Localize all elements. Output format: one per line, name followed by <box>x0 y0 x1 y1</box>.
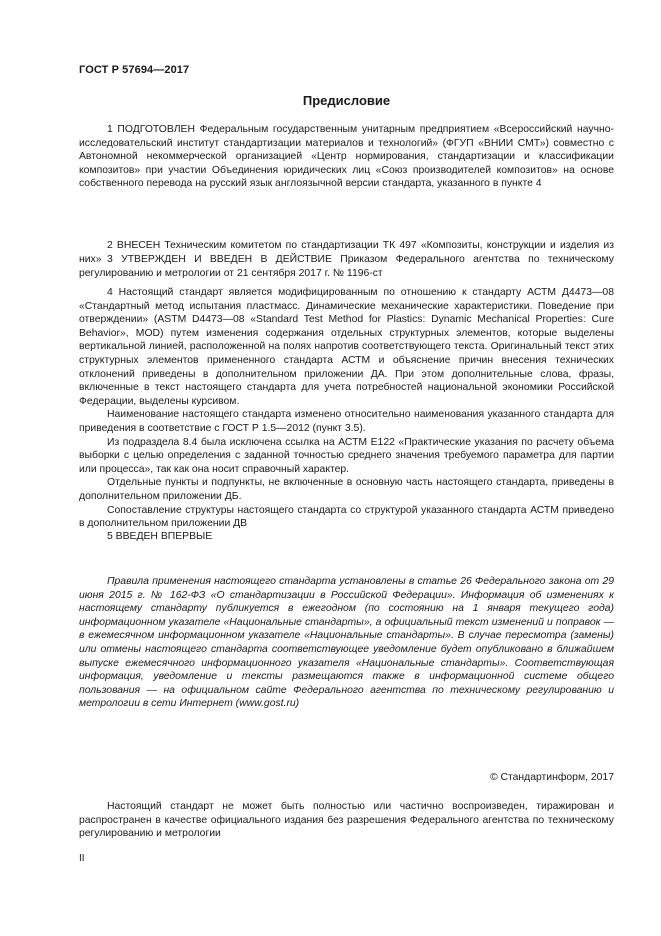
standard-application-notice <box>79 575 614 711</box>
page-title-text: Предисловие <box>302 93 391 108</box>
notice-text: Правила применения настоящего стандарта установлены в статье 26 Федерального закона от 29 июня 2015 г. № 162-ФЗ «О стандартизации в Российской Федерации». Информация об изменениях к настоящему стандарту публикуется в ежегодном (по состоянию на 1 января текущего года) информационном указателе «Национальные стандарты», а официальный текст изменений и поправок — в ежемесячном информационном указателе «Национальные стандарты». В случае пересмотра (замены) или отмены настоящего стандарта соответствующее уведомление будет опубликовано в ближайшем выпуске ежемесячного информационного указателя «Национальные стандарты». Соответствующая информация, уведомление и тексты размещаются также в информационной системе общего пользования — на официальном сайте Федерального агентства по техническому регулированию и метрологии в сети Интернет (www.gost.ru) <box>79 576 614 710</box>
reproduction-notice-text: Настоящий стандарт не может быть полностью или частично воспроизведен, тиражирован и распространен в качестве официального издания без разрешения Федерального агентства по техническому регулированию и метрологии <box>79 801 614 840</box>
copyright-line: © Стандартинформ, 2017 <box>489 772 614 783</box>
section-4-paragraph-5: Сопоставление структуры настоящего стандарта со структурой указанного стандарта АСТМ приведено в дополнительном приложении ДВ <box>79 504 614 530</box>
section-3 <box>79 253 614 280</box>
page-number: II <box>79 853 85 864</box>
section-4-text: 4 Настоящий стандарт является модифицированным по отношению к стандарту АСТМ Д4473—08 «Стандартный метод испытания пластмасс. Динамические механические характеристики. Поведение при отверждении» (ASTM D4473—08 «Standard Test Method for Plastics: Dynamic Mechanical Properties: Cure Behavior», MOD) путем изменения содержания отдельных структурных элементов, которые выделены вертикальной линией, расположенной на полях напротив соответствующего текста. Оригинальный текст этих структурных элементов примененного стандарта АСТМ и объяснение причин внесения технических отклонений приведены в дополнительном приложении ДА. При этом дополнительные слова, фразы, включенные в текст настоящего стандарта для учета потребностей национальной экономики Российской Федерации, выделены курсивом. <box>79 287 614 407</box>
section-2-text: 2 ВНЕСЕН Техническим комитетом по стандартизации ТК 497 «Композиты, конструкции и изделия из них» <box>79 240 614 265</box>
standard-code: ГОСТ Р 57694—2017 <box>79 64 190 76</box>
section-4-paragraph-4: Отдельные пункты и подпункты, не включенные в основную часть настоящего стандарта, приведены в дополнительном приложении ДБ. <box>79 477 614 502</box>
section-5 <box>79 530 614 544</box>
section-4-paragraph-3: Из подраздела 8.4 была исключена ссылка на АСТМ Е122 «Практические указания по расчету объема выборки с целью определения с заданной точностью среднего значения требуемого параметра для партии или процесса», так как она носит справочный характер. <box>79 436 614 475</box>
section-5-text: 5 ВВЕДЕН ВПЕРВЫЕ <box>107 531 213 542</box>
section-3-text: 3 УТВЕРЖДЕН И ВВЕДЕН В ДЕЙСТВИЕ Приказом Федерального агентства по техническому регулированию и метрологии от 21 сентября 2017 г. № 1196-ст <box>79 254 614 279</box>
section-4-paragraph-2: Наименование настоящего стандарта изменено относительно наименования указанного стандарта для приведения в соответствие с ГОСТ Р 1.5—2012 (пункт 3.5). <box>79 409 614 434</box>
page-title <box>0 93 661 108</box>
section-1-text: 1 ПОДГОТОВЛЕН Федеральным государственным унитарным предприятием «Всероссийский научно-исследовательский институт стандартизации материалов и технологий» (ФГУП «ВНИИ СМТ») совместно с Автономной некоммерческой организацией «Центр нормирования, стандартизации и классификации композитов» при участии Объединения юридических лиц «Союз производителей композитов» на основе собственного перевода на русский язык англоязычной версии стандарта, указанного в пункте 4 <box>79 124 614 190</box>
reproduction-notice <box>79 800 614 841</box>
section-4 <box>79 286 614 531</box>
section-1 <box>79 123 614 191</box>
